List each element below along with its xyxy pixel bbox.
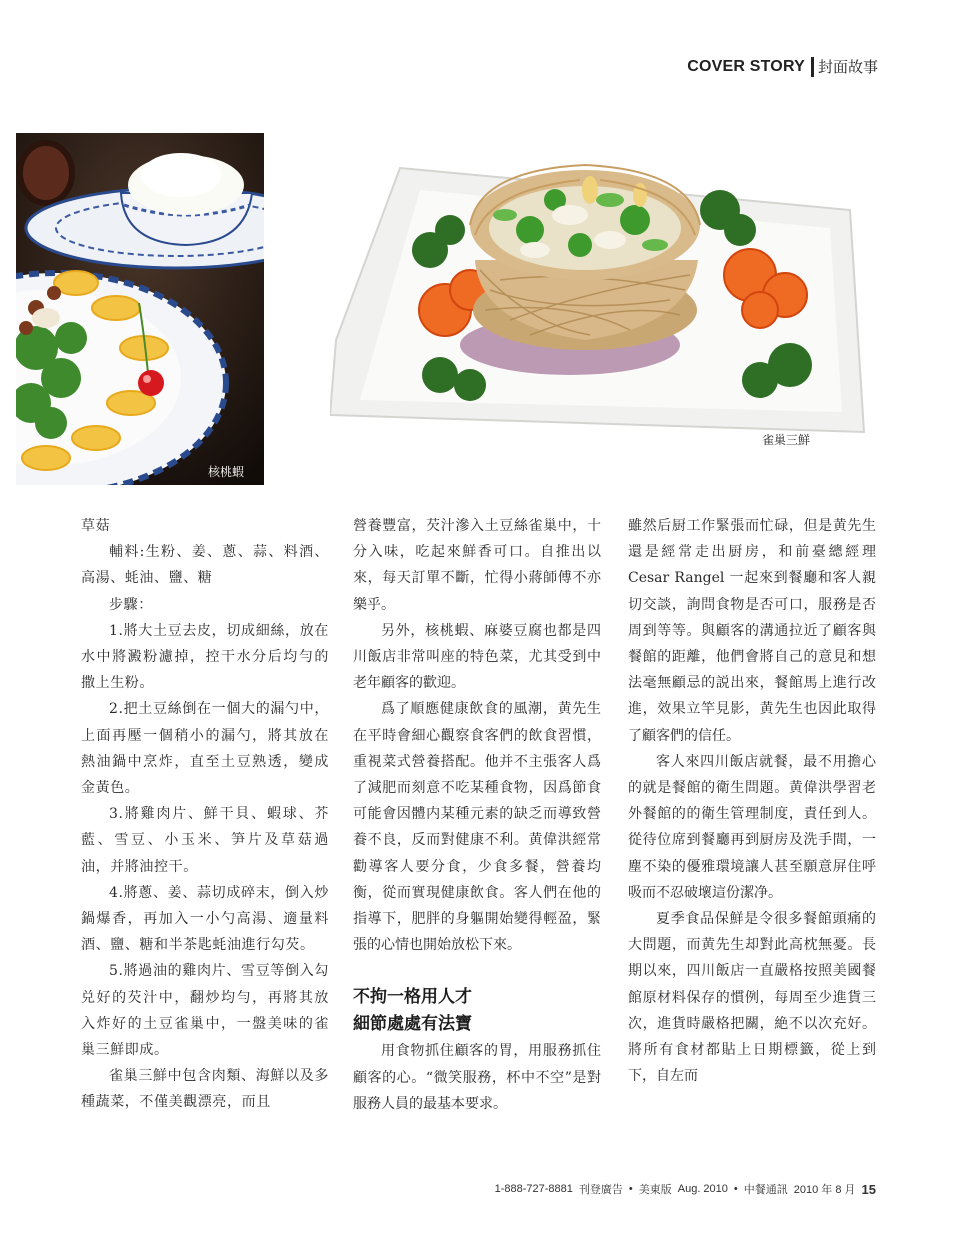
paragraph: 營養豐富，芡汁滲入土豆絲雀巢中，十分入味，吃起來鮮香可口。自推出以來，每天訂單不斷，忙得小蔣師傅不亦樂乎。	[353, 518, 601, 613]
section-label-en: COVER STORY	[687, 57, 805, 75]
paragraph: 另外，核桃蝦、麻婆豆腐也都是四川飯店非常叫座的特色菜，尤其受到中老年顧客的歡迎。	[353, 622, 601, 692]
section-header	[687, 56, 878, 77]
page-footer	[495, 1181, 876, 1197]
article-column-3	[628, 513, 876, 1089]
spacer	[353, 958, 601, 984]
section-heading: 細節處處有法寶	[353, 1014, 472, 1035]
footer-date: 2010 年 8 月	[793, 1184, 856, 1196]
footer-ad-label: 刊登廣告	[578, 1184, 623, 1196]
paragraph: 用食物抓住顧客的胃，用服務抓住顧客的心。“微笑服務，杯中不空”是對服務人員的最基本要求。	[353, 1043, 601, 1112]
paragraph: 雀巢三鮮中包含肉類、海鮮以及多種蔬菜，不僅美觀漂亮，而且	[81, 1068, 329, 1111]
article-column-1	[81, 513, 329, 1116]
page-number: 15	[861, 1181, 876, 1197]
footer-separator: •	[733, 1183, 738, 1195]
paragraph: 草菇	[81, 518, 111, 534]
section-label-zh: 封面故事	[817, 58, 878, 76]
birds-nest-caption: 雀巢三鮮	[762, 433, 811, 447]
paragraph: 2.把土豆絲倒在一個大的漏勺中，上面再壓一個稍小的漏勺，將其放在熱油鍋中烹炸，直至土豆熟透，變成金黃色。	[81, 701, 329, 797]
paragraph: 爲了順應健康飲食的風潮，黄先生在平時會細心觀察食客們的飲食習慣，重視菜式營養搭配。他并不主張客人爲了減肥而刻意不吃某種食物，因爲節食可能會因體内某種元素的缺乏而導致營養不良，反而對健康不利。黄偉洪經常勸導客人要分食，少食多餐，營養均衡，從而實現健康飲食。客人們在他的指導下，肥胖的身軀開始變得輕盈，緊張的心情也開始放松下來。	[353, 701, 601, 954]
walnut-shrimp-photo	[16, 133, 264, 485]
paragraph: 4.將蔥、姜、蒜切成碎末，倒入炒鍋爆香，再加入一小勺高湯、適量料酒、鹽、糖和半茶匙蚝油進行勾芡。	[81, 884, 329, 954]
paragraph: 步驟：	[109, 596, 153, 613]
footer-magazine: 中餐通訊	[743, 1184, 788, 1196]
paragraph: 客人來四川飯店就餐，最不用擔心的就是餐館的衛生問題。黄偉洪學習老外餐館的的衛生管理制度，責任到人。從待位席到餐廳再到厨房及洗手間，一塵不染的優雅環境讓人甚至願意屏住呼吸而不忍破壞這份潔净。	[628, 753, 876, 901]
paragraph: 雖然后厨工作緊張而忙碌，但是黄先生還是經常走出厨房，和前臺總經理 Cesar Rangel 一起來到餐廳和客人親切交談，詢問食物是否可口，服務是否周到等等。與顧客的溝通拉近了顧客與餐館的距離，他們會將自己的意見和想法毫無顧忌的説出來，餐館馬上進行改進，效果立竿見影，黄先生也因此取得了顧客們的信任。	[628, 518, 876, 744]
section-heading: 不拘一格用人才	[353, 987, 472, 1008]
paragraph: 夏季食品保鮮是令很多餐館頭痛的大問題，而黄先生却對此高枕無憂。長期以來，四川飯店一直嚴格按照美國餐館原材料保存的慣例，每周至少進貨三次，進貨時嚴格把關，絶不以次充好。將所有食材都貼上日期標籤，從上到下，自左而	[628, 911, 876, 1085]
footer-phone: 1-888-727-8881	[494, 1183, 573, 1195]
birds-nest-photo	[330, 150, 865, 440]
walnut-shrimp-caption: 核桃蝦	[208, 465, 245, 479]
article-column-2	[353, 513, 601, 1117]
paragraph: 5.將過油的雞肉片、雪豆等倒入勾兑好的芡汁中，翻炒均勻，再將其放入炸好的土豆雀巢中，一盤美味的雀巢三鮮即成。	[81, 963, 329, 1059]
paragraph: 1.將大土豆去皮，切成細絲，放在水中將澱粉濾掉，控干水分后均勻的撒上生粉。	[81, 622, 329, 692]
paragraph: 輔料:生粉、姜、蔥、蒜、料酒、高湯、蚝油、鹽、糖	[81, 544, 329, 587]
footer-month: Aug. 2010	[677, 1183, 728, 1195]
paragraph: 3.將雞肉片、鮮干貝、蝦球、芥藍、雪豆、小玉米、笋片及草菇過油，并將油控干。	[81, 806, 329, 875]
footer-separator: •	[628, 1183, 633, 1195]
footer-edition: 美東版	[638, 1184, 672, 1196]
header-divider	[811, 57, 814, 77]
